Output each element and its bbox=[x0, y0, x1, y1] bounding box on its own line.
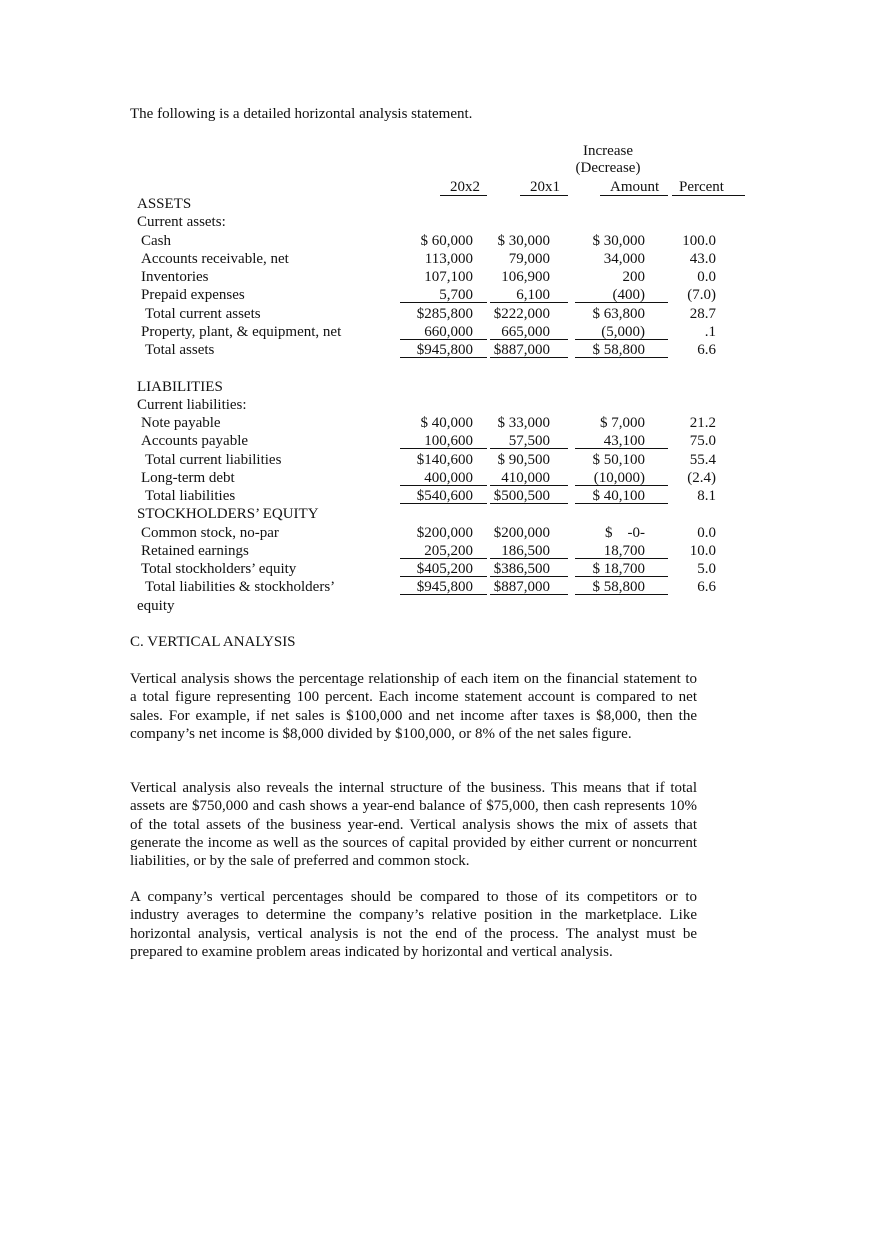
value-20x1: $222,000 bbox=[493, 305, 550, 322]
table-row bbox=[0, 524, 880, 542]
row-label: Accounts payable bbox=[141, 433, 249, 450]
change-percent: 0.0 bbox=[697, 269, 716, 285]
change-percent: 10.0 bbox=[689, 542, 716, 559]
value-20x2: 400,000 bbox=[400, 469, 487, 486]
change-percent: 55.4 bbox=[689, 451, 716, 468]
value-20x1: $887,000 bbox=[490, 578, 568, 595]
header-percent: Percent bbox=[672, 179, 745, 196]
horizontal-analysis-table bbox=[0, 195, 880, 615]
value-20x1: 186,500 bbox=[490, 542, 568, 559]
row-label: Current liabilities: bbox=[137, 396, 247, 413]
value-20x1: 6,100 bbox=[490, 286, 568, 303]
table-row bbox=[0, 305, 880, 323]
table-row bbox=[0, 597, 880, 615]
change-percent: (2.4) bbox=[687, 469, 716, 486]
value-20x1: $ 90,500 bbox=[497, 451, 550, 468]
table-row bbox=[0, 542, 880, 560]
row-label: Current assets: bbox=[137, 214, 226, 231]
section-title: C. VERTICAL ANALYSIS bbox=[130, 634, 296, 650]
value-20x1: $887,000 bbox=[490, 341, 568, 358]
table-row bbox=[0, 359, 880, 377]
change-amount: $ 58,800 bbox=[575, 341, 668, 358]
change-percent: 100.0 bbox=[682, 232, 716, 249]
change-amount: $ 30,000 bbox=[592, 232, 645, 249]
table-row bbox=[0, 213, 880, 231]
value-20x2: 660,000 bbox=[400, 323, 487, 340]
row-label: Total assets bbox=[145, 342, 215, 358]
change-percent: 8.1 bbox=[697, 488, 716, 504]
table-row bbox=[0, 505, 880, 523]
row-label: Accounts receivable, net bbox=[141, 250, 289, 267]
change-amount: $ 7,000 bbox=[600, 415, 645, 431]
change-amount: (5,000) bbox=[575, 323, 668, 340]
value-20x1: 106,900 bbox=[501, 269, 550, 285]
table-row bbox=[0, 286, 880, 304]
value-20x1: 79,000 bbox=[508, 250, 550, 267]
change-percent: 43.0 bbox=[689, 250, 716, 267]
value-20x2: $945,800 bbox=[400, 341, 487, 358]
row-label: Total liabilities bbox=[145, 488, 236, 504]
change-percent: 6.6 bbox=[697, 342, 716, 358]
row-label: Total stockholders’ equity bbox=[141, 561, 297, 577]
value-20x2: 5,700 bbox=[400, 286, 487, 303]
table-row bbox=[0, 341, 880, 359]
value-20x1: $386,500 bbox=[490, 560, 568, 577]
row-label: Prepaid expenses bbox=[141, 287, 245, 304]
value-20x2: 205,200 bbox=[400, 542, 487, 559]
table-row bbox=[0, 414, 880, 432]
paragraph: Vertical analysis also reveals the internal structure of the business. This means that if total assets are $750,000 and cash shows a year-end balance of $75,000, then cash represents 10% of the total assets of the business year-end. Vertical analysis shows the mix of assets that generate the income as well as the sources of capital provided by either current or noncurrent liabilities, or by the sale of preferred and common stock. bbox=[130, 780, 697, 870]
row-label: Total current liabilities bbox=[145, 451, 282, 468]
row-label: equity bbox=[137, 597, 175, 614]
table-row bbox=[0, 268, 880, 286]
row-label: STOCKHOLDERS’ EQUITY bbox=[137, 506, 319, 523]
table-row bbox=[0, 487, 880, 505]
header-decrease: (Decrease) bbox=[575, 160, 641, 176]
value-20x2: $200,000 bbox=[416, 524, 473, 541]
change-percent: 75.0 bbox=[689, 433, 716, 450]
change-amount: (10,000) bbox=[575, 469, 668, 486]
table-row bbox=[0, 195, 880, 213]
header-amount: Amount bbox=[600, 179, 668, 196]
change-amount: 43,100 bbox=[575, 432, 668, 449]
table-row bbox=[0, 396, 880, 414]
value-20x1: $ 30,000 bbox=[497, 232, 550, 249]
row-label: Cash bbox=[141, 232, 171, 249]
paragraph: Vertical analysis shows the percentage relationship of each item on the financial statement to a total figure representing 100 percent. Each income statement account is compared to net sales. For example, if net sales is $100,000 and net income after taxes is $8,000, then the company’s net income is $8,000 divided by $100,000, or 8% of the net sales figure. bbox=[130, 671, 697, 742]
value-20x2: 107,100 bbox=[424, 269, 473, 285]
value-20x1: 410,000 bbox=[490, 469, 568, 486]
table-row bbox=[0, 378, 880, 396]
header-20x1: 20x1 bbox=[520, 179, 568, 196]
value-20x2: $140,600 bbox=[416, 451, 473, 468]
value-20x2: $285,800 bbox=[416, 305, 473, 322]
header-20x2: 20x2 bbox=[440, 179, 487, 196]
value-20x1: $200,000 bbox=[493, 524, 550, 541]
change-percent: 21.2 bbox=[689, 415, 716, 431]
row-label: ASSETS bbox=[137, 196, 192, 212]
value-20x2: $ 40,000 bbox=[420, 415, 473, 431]
change-amount: $ 40,100 bbox=[575, 487, 668, 504]
row-label: Long-term debt bbox=[141, 469, 235, 486]
change-percent: 0.0 bbox=[697, 524, 716, 541]
value-20x1: 57,500 bbox=[490, 432, 568, 449]
change-percent: (7.0) bbox=[687, 287, 716, 304]
change-percent: 5.0 bbox=[697, 561, 716, 577]
value-20x2: $540,600 bbox=[400, 487, 487, 504]
change-amount: $ 63,800 bbox=[592, 305, 645, 322]
change-amount: $ 50,100 bbox=[592, 451, 645, 468]
table-row bbox=[0, 469, 880, 487]
table-row bbox=[0, 432, 880, 450]
value-20x2: $405,200 bbox=[400, 560, 487, 577]
value-20x1: $ 33,000 bbox=[497, 415, 550, 431]
value-20x2: 113,000 bbox=[424, 250, 473, 267]
table-row bbox=[0, 560, 880, 578]
header-increase: Increase bbox=[583, 143, 633, 159]
value-20x2: $ 60,000 bbox=[420, 232, 473, 249]
table-row bbox=[0, 578, 880, 596]
row-label: Retained earnings bbox=[141, 542, 249, 559]
change-amount: $ -0- bbox=[605, 524, 645, 541]
row-label: Total current assets bbox=[145, 305, 261, 322]
change-amount: 18,700 bbox=[575, 542, 668, 559]
change-amount: (400) bbox=[575, 286, 668, 303]
value-20x1: $500,500 bbox=[490, 487, 568, 504]
value-20x1: 665,000 bbox=[490, 323, 568, 340]
change-percent: 6.6 bbox=[697, 579, 716, 596]
table-row bbox=[0, 232, 880, 250]
row-label: LIABILITIES bbox=[137, 378, 223, 395]
row-label: Common stock, no-par bbox=[141, 524, 279, 541]
change-amount: 34,000 bbox=[603, 250, 645, 267]
row-label: Total liabilities & stockholders’ bbox=[145, 579, 336, 596]
change-amount: $ 58,800 bbox=[575, 578, 668, 595]
value-20x2: 100,600 bbox=[400, 432, 487, 449]
row-label: Note payable bbox=[141, 415, 221, 431]
paragraph: A company’s vertical percentages should be compared to those of its competitors or to industry averages to determine the company’s relative position in the marketplace. Like horizontal analysis, vertical analysis is not the end of the process. The analyst must be prepared to examine problem areas indicated by horizontal and vertical analysis. bbox=[130, 889, 697, 960]
row-label: Property, plant, & equipment, net bbox=[141, 323, 342, 340]
intro-text: The following is a detailed horizontal analysis statement. bbox=[130, 106, 473, 122]
table-row bbox=[0, 451, 880, 469]
change-percent: 28.7 bbox=[689, 305, 716, 322]
table-row bbox=[0, 323, 880, 341]
value-20x2: $945,800 bbox=[400, 578, 487, 595]
change-amount: $ 18,700 bbox=[575, 560, 668, 577]
change-amount: 200 bbox=[622, 269, 645, 285]
table-row bbox=[0, 250, 880, 268]
row-label: Inventories bbox=[141, 269, 209, 285]
change-percent: .1 bbox=[704, 323, 716, 340]
